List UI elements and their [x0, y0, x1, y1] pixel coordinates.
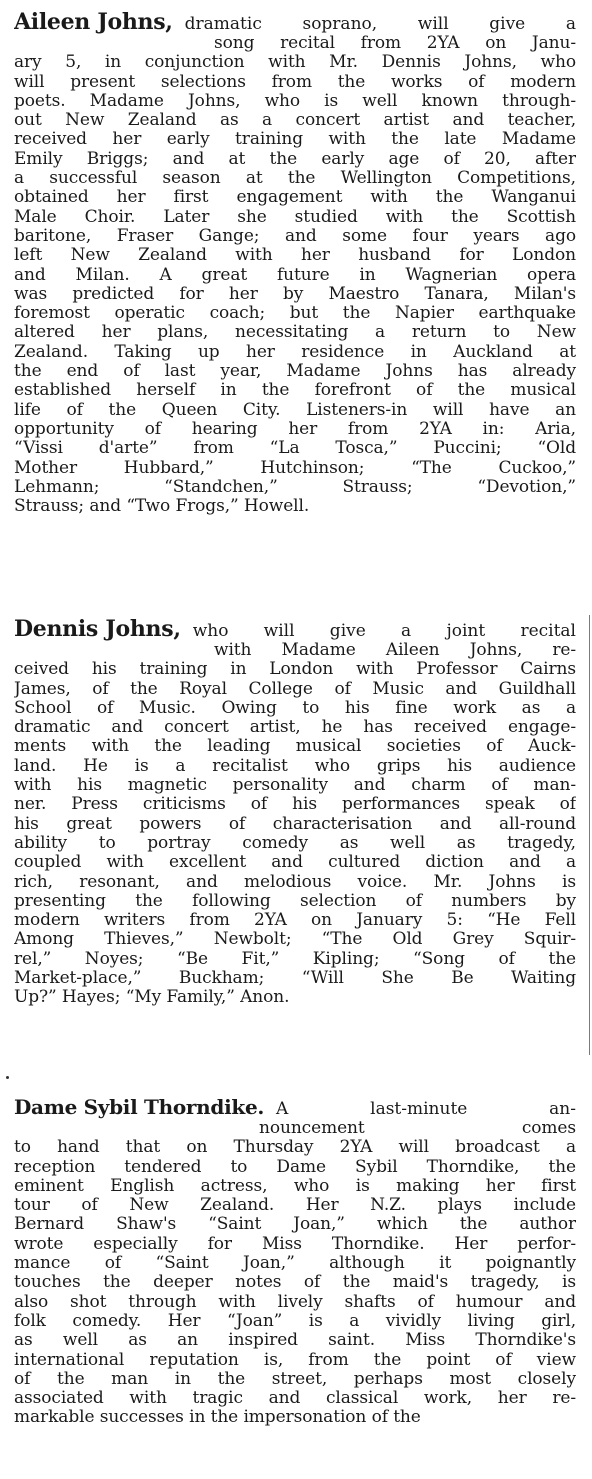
article-line: out New Zealand as a concert artist and teacher, [14, 111, 576, 131]
heading-continuation: A last-minute an- [276, 1099, 576, 1119]
article-line: rich, resonant, and melodious voice. Mr. Johns is [14, 872, 576, 892]
article-line: eminent English actress, who is making her first [14, 1176, 576, 1196]
article-line: Emily Briggs; and at the early age of 20, after [14, 149, 576, 169]
article-line: his great powers of characterisation and all-round [14, 814, 576, 834]
article-heading-row [14, 10, 576, 34]
article-heading: Dennis Johns, [14, 617, 181, 641]
article-line: Up?” Hayes; “My Family,” Anon. [14, 988, 290, 1008]
article-line: received her early training with the late Madame [14, 130, 576, 150]
article-body [14, 34, 576, 516]
article-line: Male Choir. Later she studied with the Scottish [14, 207, 576, 227]
article-line: presenting the following selection of numbers by [14, 891, 576, 911]
article-line: as well as an inspired saint. Miss Thorndike's [14, 1331, 576, 1351]
print-speck [6, 1076, 9, 1079]
article-line: modern writers from 2YA on January 5: “He Fell [14, 911, 576, 931]
article-line: wrote especially for Miss Thorndike. Her perfor- [14, 1234, 576, 1254]
article-line: life of the Queen City. Listeners-in will have an [14, 400, 576, 420]
article-line: altered her plans, necessitating a return to New [14, 323, 576, 343]
article-line: the end of last year, Madame Johns has already [14, 362, 576, 382]
article-line: “Vissi d'arte” from “La Tosca,” Puccini; “Old [14, 439, 576, 459]
article-line: land. He is a recitalist who grips his audience [14, 756, 576, 776]
article-line: established herself in the forefront of the musical [14, 381, 576, 401]
article-line: coupled with excellent and cultured diction and a [14, 853, 576, 873]
heading-continuation: dramatic soprano, will give a [184, 14, 576, 34]
article-line: also shot through with lively shafts of humour and [14, 1292, 576, 1312]
article-line: ary 5, in conjunction with Mr. Dennis Johns, who [14, 53, 576, 73]
article-line: will present selections from the works of modern [14, 72, 576, 92]
article-line: with his magnetic personality and charm of man- [14, 776, 576, 796]
article-line: Among Thieves,” Newbolt; “The Old Grey Squir- [14, 930, 576, 950]
article-line: tour of New Zealand. Her N.Z. plays include [14, 1196, 576, 1216]
article-line: and Milan. A great future in Wagnerian opera [14, 265, 576, 285]
article-line: poets. Madame Johns, who is well known through- [14, 91, 576, 111]
article-line: ability to portray comedy as well as tragedy, [14, 833, 576, 853]
article-aileen-johns [14, 10, 576, 516]
article-line: foremost operatic coach; but the Napier earthquake [14, 304, 576, 324]
article-line: Market-place,” Buckham; “Will She Be Waiting [14, 969, 576, 989]
article-line: School of Music. Owing to his fine work as a [14, 698, 576, 718]
article-body [14, 1119, 576, 1428]
article-dennis-johns [14, 617, 576, 1008]
article-line: touches the deeper notes of the maid's tragedy, is [14, 1273, 576, 1293]
article-line: was predicted for her by Maestro Tanara, Milan's [14, 284, 576, 304]
article-line: Mother Hubbard,” Hutchinson; “The Cuckoo,” [14, 458, 576, 478]
article-line: with Madame Aileen Johns, re- [214, 641, 576, 660]
column-rule [589, 615, 590, 1055]
article-line: Strauss; and “Two Frogs,” Howell. [14, 497, 310, 517]
article-line: a successful season at the Wellington Competitions, [14, 169, 576, 189]
article-line: mance of “Saint Joan,” although it poignantly [14, 1254, 576, 1274]
article-line: rel,” Noyes; “Be Fit,” Kipling; “Song of the [14, 949, 576, 969]
article-line: opportunity of hearing her from 2YA in: Aria, [14, 419, 576, 439]
article-line: reception tendered to Dame Sybil Thorndike, the [14, 1157, 576, 1177]
article-line: song recital from 2YA on Janu- [214, 34, 576, 53]
article-line: James, of the Royal College of Music and Guildhall [14, 679, 576, 699]
article-line: nouncement comes [259, 1119, 576, 1138]
article-line: obtained her first engagement with the Wanganui [14, 188, 576, 208]
article-line: international reputation is, from the point of view [14, 1350, 576, 1370]
article-line: Zealand. Taking up her residence in Auckland at [14, 342, 576, 362]
article-line: associated with tragic and classical work, her re- [14, 1389, 576, 1409]
article-heading: Dame Sybil Thorndike. [14, 1095, 265, 1119]
article-line: baritone, Fraser Gange; and some four years ago [14, 226, 576, 246]
article-line: ner. Press criticisms of his performances speak of [14, 795, 576, 815]
article-line: of the man in the street, perhaps most closely [14, 1369, 576, 1389]
article-heading-row [14, 617, 576, 641]
article-line: left New Zealand with her husband for London [14, 246, 576, 266]
article-heading: Aileen Johns, [14, 10, 173, 34]
article-line: ments with the leading musical societies of Auck- [14, 737, 576, 757]
article-sybil-thorndike [14, 1095, 576, 1428]
article-body [14, 641, 576, 1008]
article-line: folk comedy. Her “Joan” is a vividly living girl, [14, 1311, 576, 1331]
article-line: Bernard Shaw's “Saint Joan,” which the author [14, 1215, 576, 1235]
article-line: to hand that on Thursday 2YA will broadcast a [14, 1138, 576, 1158]
article-line: dramatic and concert artist, he has received engage- [14, 718, 576, 738]
article-line: markable successes in the impersonation of the [14, 1408, 421, 1428]
article-line: ceived his training in London with Professor Cairns [14, 660, 576, 680]
article-line: Lehmann; “Standchen,” Strauss; “Devotion,” [14, 477, 576, 497]
heading-continuation: who will give a joint recital [192, 621, 576, 641]
article-heading-row [14, 1095, 576, 1119]
